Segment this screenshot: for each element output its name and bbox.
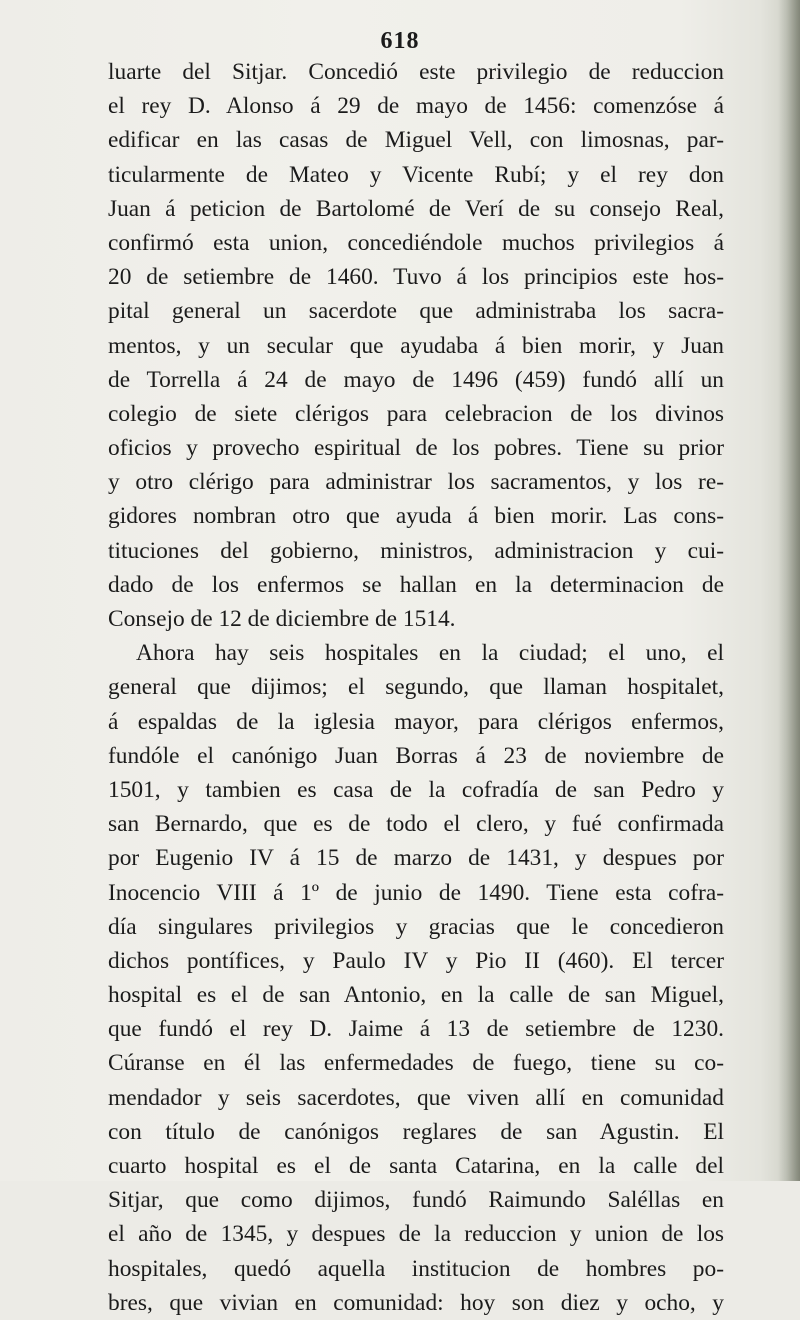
text-line: Inocencio VIII á 1º de junio de 1490. Tiene esta cofra-	[108, 879, 724, 906]
text-line: hospital es el de san Antonio, en la calle de san Miguel,	[108, 982, 724, 1009]
text-line: pital general un sacerdote que administraba los sacra-	[108, 298, 724, 325]
body-text	[108, 55, 724, 1320]
page-number: 618	[380, 28, 420, 54]
text-line: día singulares privilegios y gracias que le concedieron	[108, 913, 724, 940]
text-line: fundóle el canónigo Juan Borras á 23 de noviembre de	[108, 742, 724, 769]
text-line: con título de canónigos reglares de san Agustin. El	[108, 1118, 724, 1145]
text-line: Ahora hay seis hospitales en la ciudad; el uno, el	[136, 640, 724, 667]
text-line: 1501, y tambien es casa de la cofradía de san Pedro y	[108, 776, 724, 803]
text-line: san Bernardo, que es de todo el clero, y fué confirmada	[108, 811, 724, 838]
text-line: el rey D. Alonso á 29 de mayo de 1456: comenzóse á	[108, 93, 724, 120]
text-line: oficios y provecho espiritual de los pobres. Tiene su prior	[108, 435, 724, 462]
text-line: cuarto hospital es el de santa Catarina, en la calle del	[108, 1153, 724, 1179]
text-line: bres, que vivian en comunidad: hoy son diez y ocho, y	[108, 1289, 724, 1316]
text-line: de Torrella á 24 de mayo de 1496 (459) fundó allí un	[108, 366, 724, 393]
text-line: luarte del Sitjar. Concedió este privilegio de reduccion	[108, 59, 724, 85]
text-line: por Eugenio IV á 15 de marzo de 1431, y despues por	[108, 845, 724, 872]
text-line: hospitales, quedó aquella institucion de hombres po-	[108, 1255, 724, 1282]
text-line: dado de los enfermos se hallan en la determinacion de	[108, 571, 724, 598]
text-line: colegio de siete clérigos para celebracion de los divinos	[108, 400, 724, 427]
text-line: Juan á peticion de Bartolomé de Verí de su consejo Real,	[108, 195, 724, 222]
text-line: Consejo de 12 de diciembre de 1514.	[108, 606, 456, 632]
text-line: el año de 1345, y despues de la reduccion y union de los	[108, 1221, 724, 1248]
text-line: 20 de setiembre de 1460. Tuvo á los principios este hos-	[108, 264, 724, 291]
text-line: mentos, y un secular que ayudaba á bien morir, y Juan	[108, 332, 724, 359]
text-line: tituciones del gobierno, ministros, administracion y cui-	[108, 537, 724, 564]
text-line: edificar en las casas de Miguel Vell, con limosnas, par-	[108, 127, 724, 154]
text-line: que fundó el rey D. Jaime á 13 de setiembre de 1230.	[108, 1016, 724, 1043]
text-line: general que dijimos; el segundo, que llaman hospitalet,	[108, 674, 724, 701]
text-line: y otro clérigo para administrar los sacramentos, y los re-	[108, 469, 724, 496]
text-line: á espaldas de la iglesia mayor, para clérigos enfermos,	[108, 708, 724, 735]
page-edge-shadow	[778, 0, 800, 1181]
text-line: Sitjar, que como dijimos, fundó Raimundo Saléllas en	[108, 1187, 724, 1214]
text-line: ticularmente de Mateo y Vicente Rubí; y el rey don	[108, 161, 724, 188]
text-line: confirmó esta union, concediéndole muchos privilegios á	[108, 229, 724, 256]
text-line: mendador y seis sacerdotes, que viven allí en comunidad	[108, 1084, 724, 1111]
text-line: gidores nombran otro que ayuda á bien morir. Las cons-	[108, 503, 724, 530]
text-line: dichos pontífices, y Paulo IV y Pio II (460). El tercer	[108, 947, 724, 974]
text-line: Cúranse en él las enfermedades de fuego, tiene su co-	[108, 1050, 724, 1077]
